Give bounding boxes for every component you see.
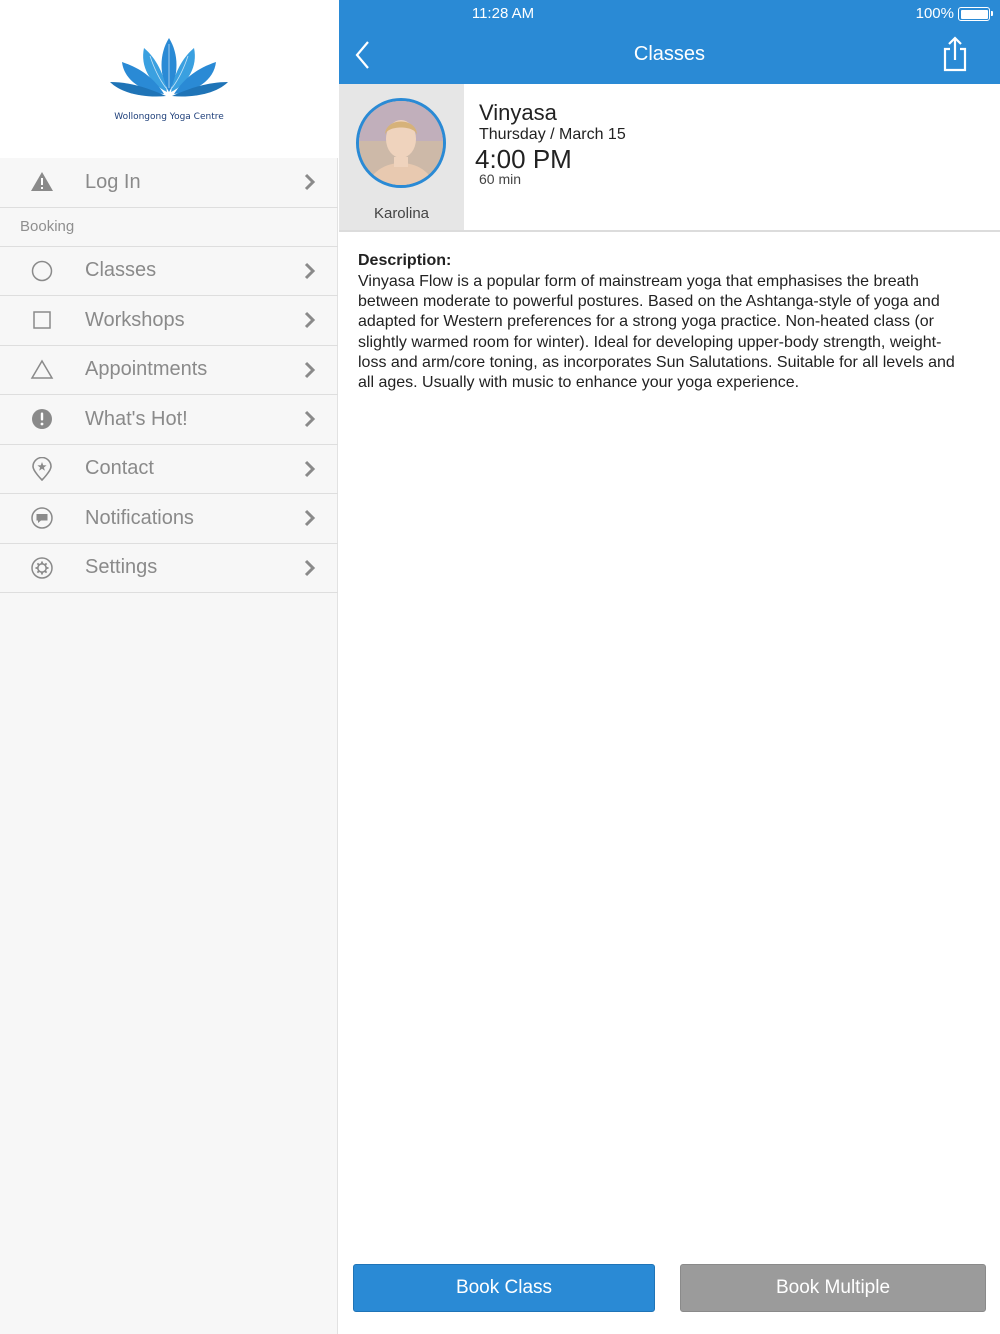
chevron-right-icon bbox=[304, 559, 316, 577]
exclamation-icon bbox=[30, 407, 54, 431]
chevron-right-icon bbox=[304, 361, 316, 379]
battery-icon bbox=[958, 7, 990, 21]
sidebar-item-label: What's Hot! bbox=[85, 407, 188, 430]
class-time: 4:00 PM bbox=[475, 144, 572, 174]
class-duration: 60 min bbox=[479, 171, 522, 187]
instructor-panel[interactable] bbox=[339, 84, 464, 230]
sidebar-item-classes[interactable] bbox=[0, 247, 338, 297]
navigation-bar bbox=[339, 0, 1000, 84]
sidebar-menu bbox=[0, 158, 338, 593]
chat-bubble-icon bbox=[30, 506, 54, 530]
chevron-right-icon bbox=[304, 311, 316, 329]
circle-icon bbox=[30, 259, 54, 283]
instructor-avatar bbox=[356, 98, 446, 188]
class-date: Thursday / March 15 bbox=[479, 126, 626, 143]
section-label-booking: Booking bbox=[0, 208, 338, 247]
sidebar-item-notifications[interactable] bbox=[0, 494, 338, 544]
warning-icon bbox=[30, 170, 54, 194]
sidebar-item-contact[interactable] bbox=[0, 445, 338, 495]
page-title: Classes bbox=[633, 43, 706, 65]
lotus-logo-graphic bbox=[106, 30, 232, 114]
chevron-right-icon bbox=[304, 460, 316, 478]
sidebar-item-label: Classes bbox=[85, 259, 157, 282]
book-multiple-button[interactable]: Book Multiple bbox=[680, 1264, 986, 1312]
share-button[interactable] bbox=[942, 36, 968, 72]
sidebar bbox=[0, 0, 338, 1334]
sidebar-item-label: Appointments bbox=[85, 358, 208, 381]
chevron-right-icon bbox=[304, 410, 316, 428]
sidebar-item-settings[interactable] bbox=[0, 544, 338, 594]
sidebar-item-appointments[interactable] bbox=[0, 346, 338, 396]
class-header bbox=[339, 84, 1000, 232]
square-icon bbox=[30, 308, 54, 332]
sidebar-item-label: Log In bbox=[85, 170, 141, 193]
sidebar-item-login[interactable] bbox=[0, 158, 338, 208]
description-text: Vinyasa Flow is a popular form of mainstream yoga that emphasises the breath between moderate to powerful postures. Based on the Ashtanga-style of yoga and adapted for Western preferences for a strong yoga practice. Non-heated class (or slightly warmed room for winter). Ideal for developing upper-body strength, weight-loss and arm/core toning, as incorporates Sun Salutations. Suitable for all levels and all ages. Usually with music to enhance your yoga experience. bbox=[358, 273, 955, 392]
sidebar-item-label: Contact bbox=[85, 457, 154, 480]
chevron-right-icon bbox=[304, 262, 316, 280]
book-class-button[interactable]: Book Class bbox=[353, 1264, 655, 1312]
triangle-icon bbox=[30, 358, 54, 382]
location-pin-icon bbox=[30, 457, 54, 481]
chevron-right-icon bbox=[304, 509, 316, 527]
chevron-right-icon bbox=[304, 173, 316, 191]
status-time: 11:28 AM bbox=[471, 5, 535, 22]
lotus-logo bbox=[106, 30, 232, 130]
description-label: Description: bbox=[358, 252, 452, 269]
sidebar-item-workshops[interactable] bbox=[0, 296, 338, 346]
logo-text: Wollongong Yoga Centre bbox=[114, 112, 224, 122]
sidebar-item-label: Notifications bbox=[85, 506, 194, 529]
main-panel bbox=[339, 0, 1000, 1334]
gear-icon bbox=[30, 556, 54, 580]
sidebar-item-label: Workshops bbox=[85, 308, 185, 331]
logo-area bbox=[0, 0, 338, 158]
sidebar-item-whats-hot[interactable] bbox=[0, 395, 338, 445]
sidebar-item-label: Settings bbox=[85, 556, 158, 579]
instructor-name: Karolina bbox=[373, 205, 430, 222]
share-icon bbox=[942, 36, 968, 72]
class-name: Vinyasa bbox=[479, 100, 557, 125]
battery-percent: 100% bbox=[915, 5, 954, 22]
